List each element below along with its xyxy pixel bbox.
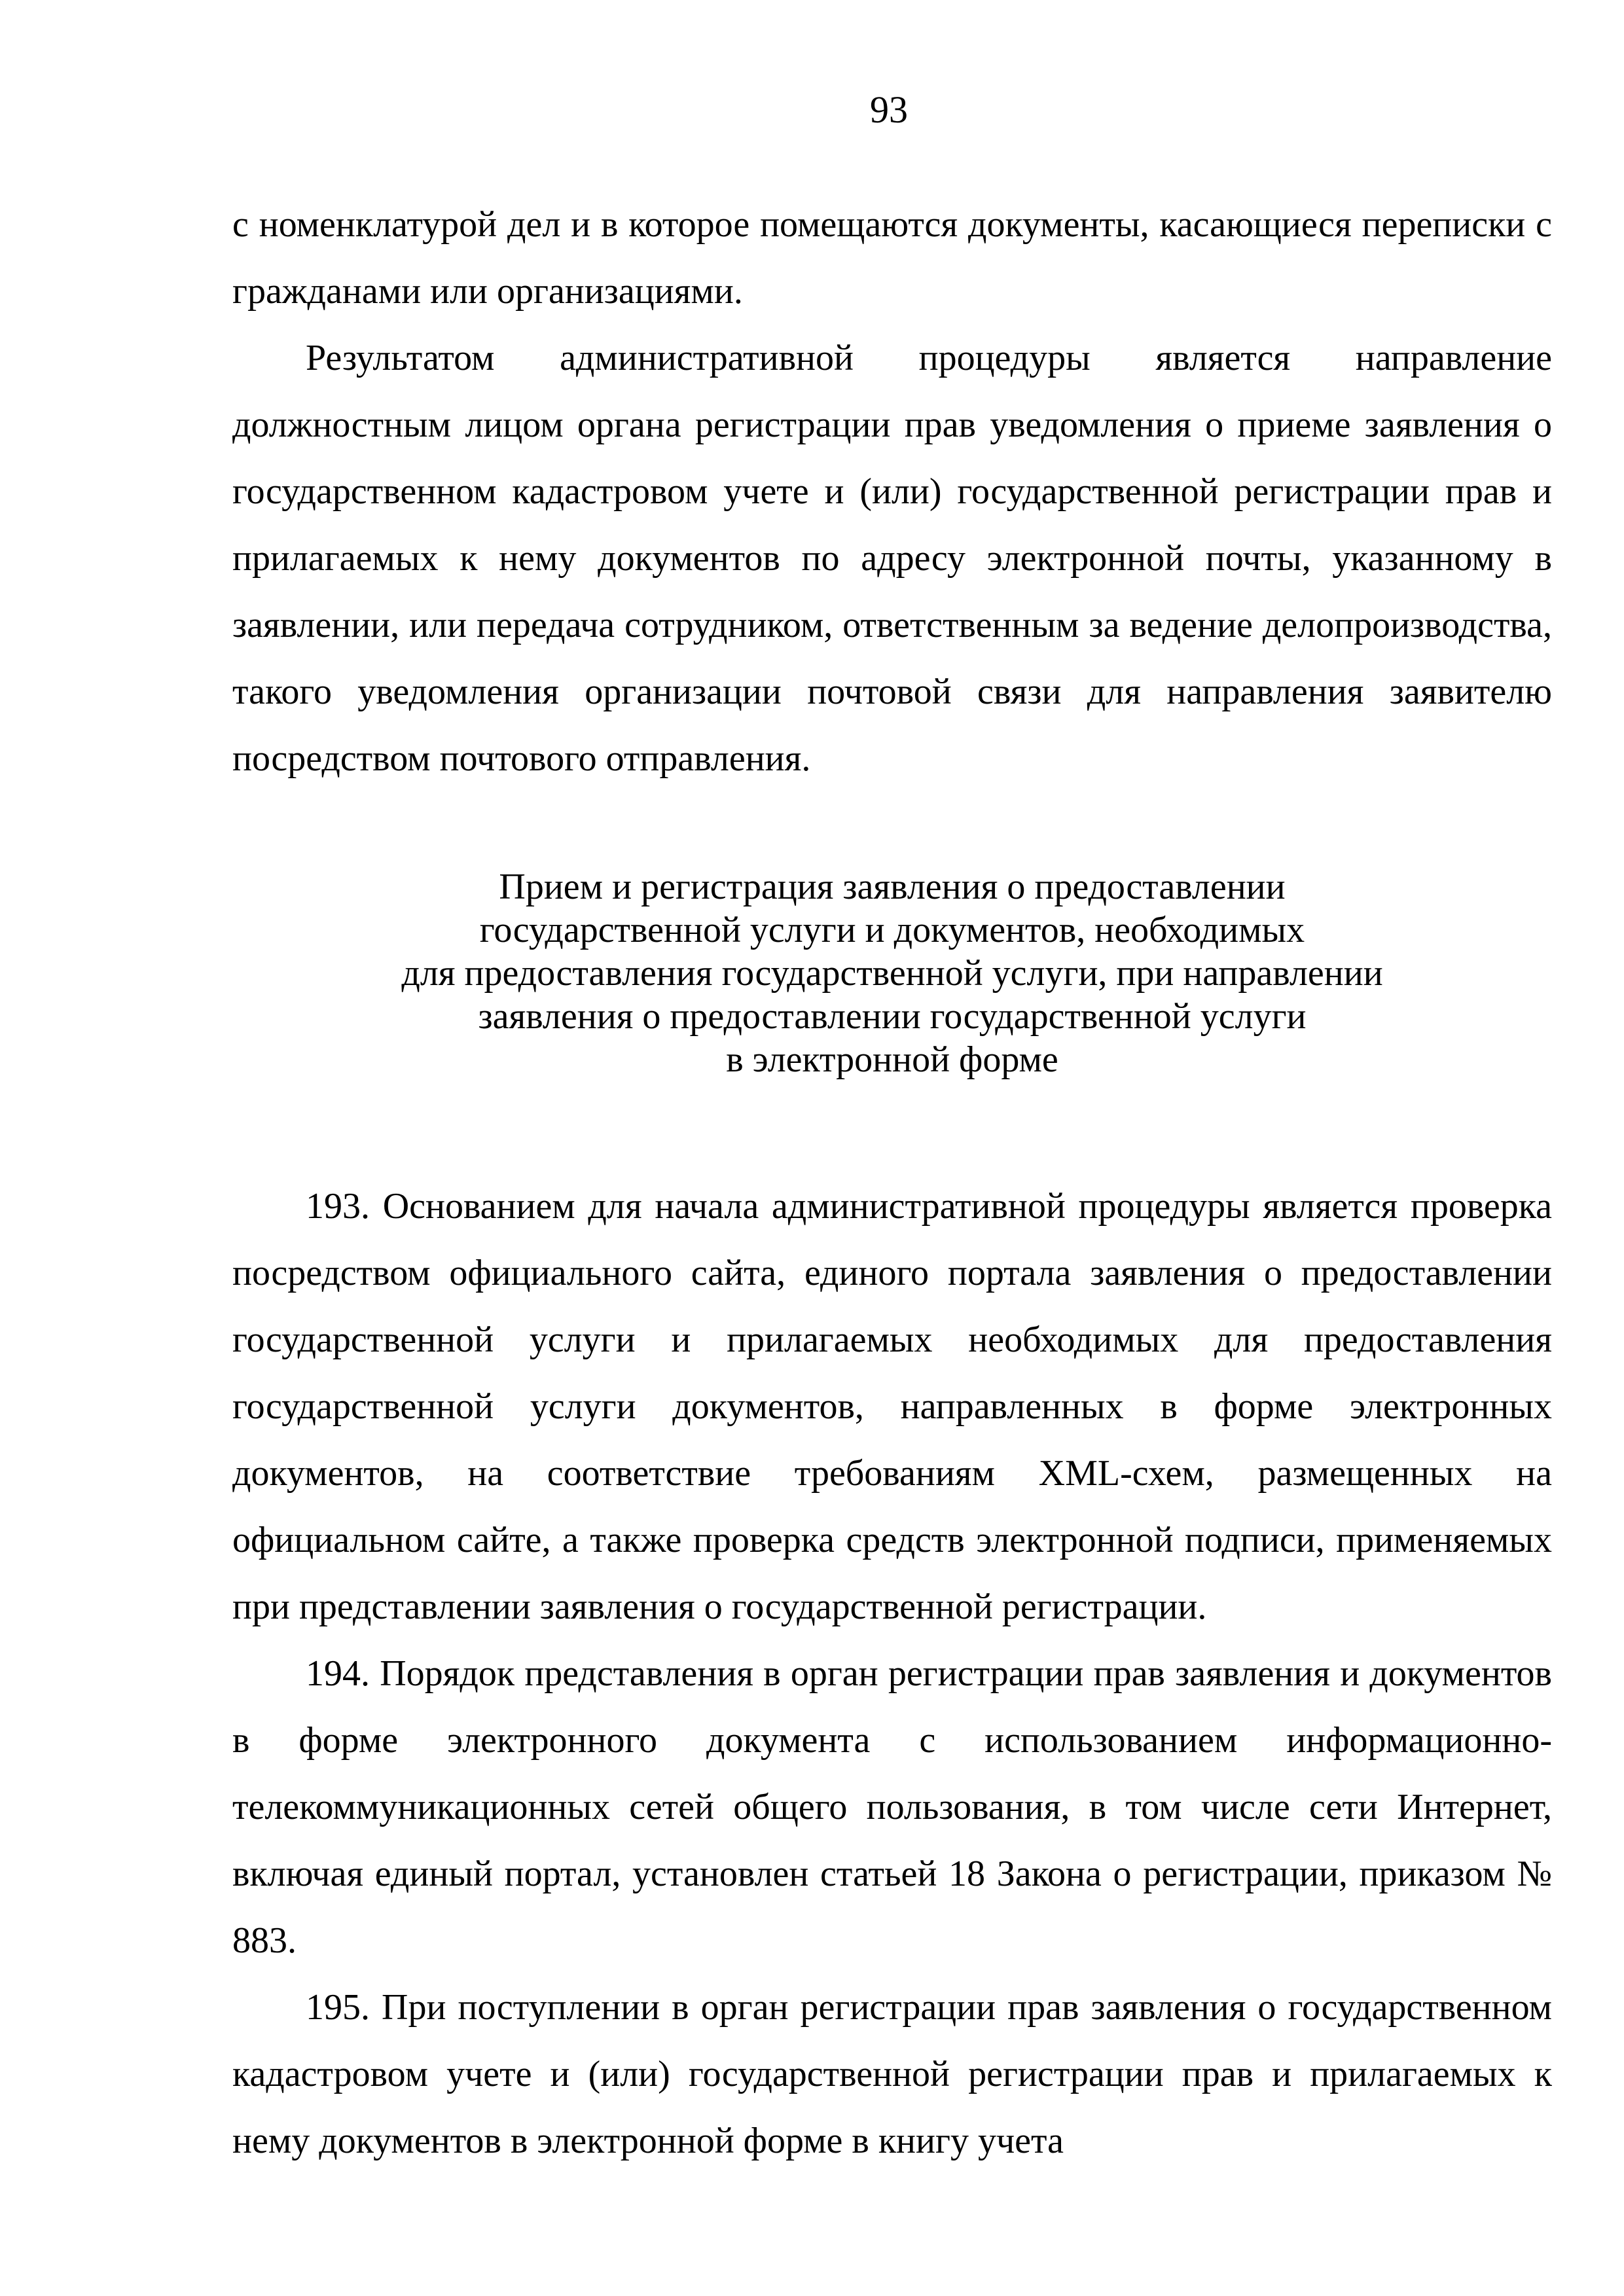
section-heading-line: заявления о предоставлении государственной услуги [478,996,1307,1037]
section-heading-line: Прием и регистрация заявления о предоставлении [499,867,1286,907]
section-heading-line: для предоставления государственной услуги, при направлении [401,953,1383,994]
section-heading-line: в электронной форме [726,1039,1058,1080]
paragraph-194: 194. Порядок представления в орган регистрации прав заявления и документов в форме электронного документа с использованием информационно-телекоммуникационных сетей общего пользования, в том числе сети Интернет, включая единый портал, установлен статьей 18 Закона о регистрации, приказом № 883. [232,1653,1552,1961]
section-heading [232,865,1552,1081]
result-paragraph: Результатом административной процедуры является направление должностным лицом органа регистрации прав уведомления о приеме заявления о государственном кадастровом учете и (или) государственной регистрации прав и прилагаемых к нему документов по адресу электронной почты, указанному в заявлении, или передача сотрудником, ответственным за ведение делопроизводства, такого уведомления организации почтовой связи для направления заявителю посредством почтового отправления. [232,338,1552,779]
page-number: 93 [870,88,908,131]
section-heading-line: государственной услуги и документов, необходимых [479,910,1305,950]
document-body [232,191,1552,2174]
paragraph-195: 195. При поступлении в орган регистрации прав заявления о государственном кадастровом учете и (или) государственной регистрации прав и прилагаемых к нему документов в электронной форме в книгу учета [232,1987,1552,2161]
continuation-paragraph: с номенклатурой дел и в которое помещаются документы, касающиеся переписки с гражданами или организациями. [232,204,1552,312]
paragraph-193: 193. Основанием для начала административной процедуры является проверка посредством официального сайта, единого портала заявления о предоставлении государственной услуги и прилагаемых необходимых для предоставления государственной услуги документов, направленных в форме электронных документов, на соответствие требованиям XML-схем, размещенных на официальном сайте, а также проверка средств электронной подписи, применяемых при представлении заявления о государственной регистрации. [232,1186,1552,1627]
